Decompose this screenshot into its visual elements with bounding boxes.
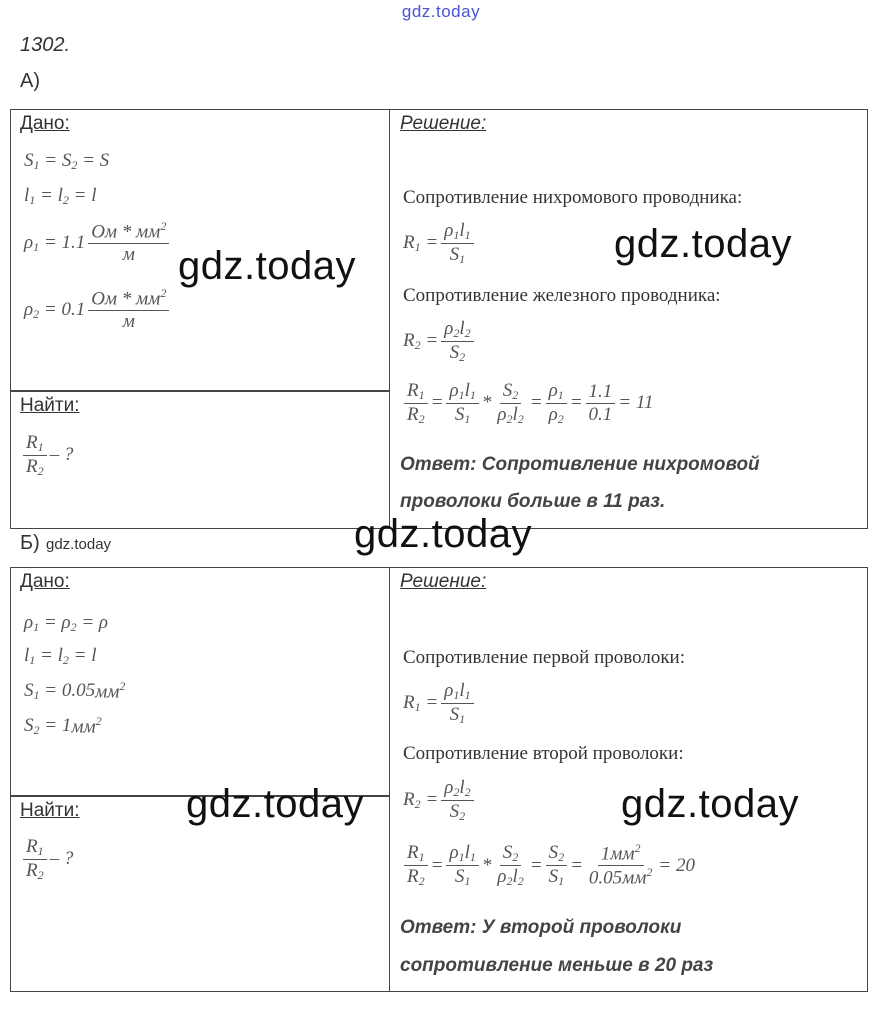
ratio-num-b: 1 — [600, 843, 611, 865]
find-ratio-b: $\frac{R_1}{R_2}$ – ? — [20, 836, 73, 883]
problem-number: 1302. — [20, 34, 71, 56]
given-eq-s2-b: $S_2$ = 1 $мм^2$ — [24, 714, 102, 738]
answer-line2-a: проволоки больше в 11 раз. — [400, 491, 666, 512]
part-a-label: А) — [20, 70, 40, 92]
given-header-b: Дано: — [20, 571, 70, 592]
watermark-solution-a: gdz.today — [614, 222, 792, 266]
solution-text1-a: Сопротивление нихромового проводника: — [403, 187, 743, 208]
solution-header-b: Решение: — [400, 571, 487, 592]
formula-r2-b: $R_2$ = $\frac{\rho_2l_2}{S_2}$ — [403, 777, 477, 824]
ratio-den-a: 0.1 — [588, 403, 613, 425]
given-header-a: Дано: — [20, 113, 70, 134]
s2-value: 1 — [61, 715, 72, 737]
solution-text2-b: Сопротивление второй проволоки: — [403, 743, 684, 764]
watermark-center: gdz.today — [354, 512, 532, 556]
find-header-a: Найти: — [20, 395, 80, 416]
watermark-small: gdz.today — [46, 536, 112, 553]
ratio-den-b: 0.05 — [588, 867, 623, 889]
watermark-given-a: gdz.today — [178, 244, 356, 288]
find-header-b: Найти: — [20, 800, 80, 821]
solution-header-a: Решение: — [400, 113, 487, 134]
given-eq-length-b: $l_1 = l_2 = l$ — [24, 645, 97, 667]
formula-r2-a: $R_2$ = $\frac{\rho_2l_2}{S_2}$ — [403, 318, 477, 365]
given-eq-area-a: $S_1 = S_2 = S$ — [24, 150, 110, 172]
part-b-label: Б) — [20, 532, 40, 554]
solution-text1-b: Сопротивление первой проволоки: — [403, 647, 685, 668]
formula-ratio-a: $\frac{R_1}{R_2}$ = $\frac{\rho_1l_1}{S_1}$ * $\frac{S_2}{\rho_2l_2}$ = $\frac{\rho_1}{\rho_2}$ = $\frac{1.1}{0.1}$ = 11 — [401, 380, 653, 427]
answer-line1-a: Ответ: Сопротивление нихромовой — [400, 454, 760, 475]
ratio-num-a: 1.1 — [586, 381, 616, 404]
watermark-solution-b: gdz.today — [621, 782, 799, 826]
given-eq-rho1-a: $\rho_1$ = 1.1 $\frac{Ом * мм^2}{м}$ — [24, 220, 172, 266]
rho1-value: 1.1 — [61, 232, 86, 253]
given-eq-rho2-a: $\rho_2$ = 0.1 $\frac{Ом * мм^2}{м}$ — [24, 287, 172, 333]
answer-line1-b: Ответ: У второй проволоки — [400, 917, 682, 938]
watermark-top: gdz.today — [401, 2, 481, 21]
result-a: 11 — [635, 392, 654, 414]
answer-line2-b: сопротивление меньше в 20 раз — [400, 955, 714, 976]
formula-ratio-b: $\frac{R_1}{R_2}$ = $\frac{\rho_1l_1}{S_1}$ * $\frac{S_2}{\rho_2l_2}$ = $\frac{S_2}{S_1}$ = $\frac{1мм^2}{0.05мм^2}$ = 20 — [401, 842, 695, 889]
formula-r1-a: $R_1$ = $\frac{\rho_1l_1}{S_1}$ — [403, 220, 477, 267]
solution-text2-a: Сопротивление железного проводника: — [403, 285, 721, 306]
s1-value: 0.05 — [61, 680, 96, 702]
formula-r1-b: $R_1$ = $\frac{\rho_1l_1}{S_1}$ — [403, 680, 477, 727]
given-eq-rho-b: $\rho_1 = \rho_2 = \rho$ — [24, 612, 109, 634]
rho2-value: 0.1 — [61, 299, 86, 320]
given-eq-s1-b: $S_1$ = 0.05 $мм^2$ — [24, 679, 126, 703]
given-eq-length-a: $l_1 = l_2 = l$ — [24, 185, 97, 207]
result-b: 20 — [676, 854, 695, 876]
watermark-given-b: gdz.today — [186, 782, 364, 826]
find-ratio-a: $\frac{R_1}{R_2}$ – ? — [20, 432, 73, 479]
